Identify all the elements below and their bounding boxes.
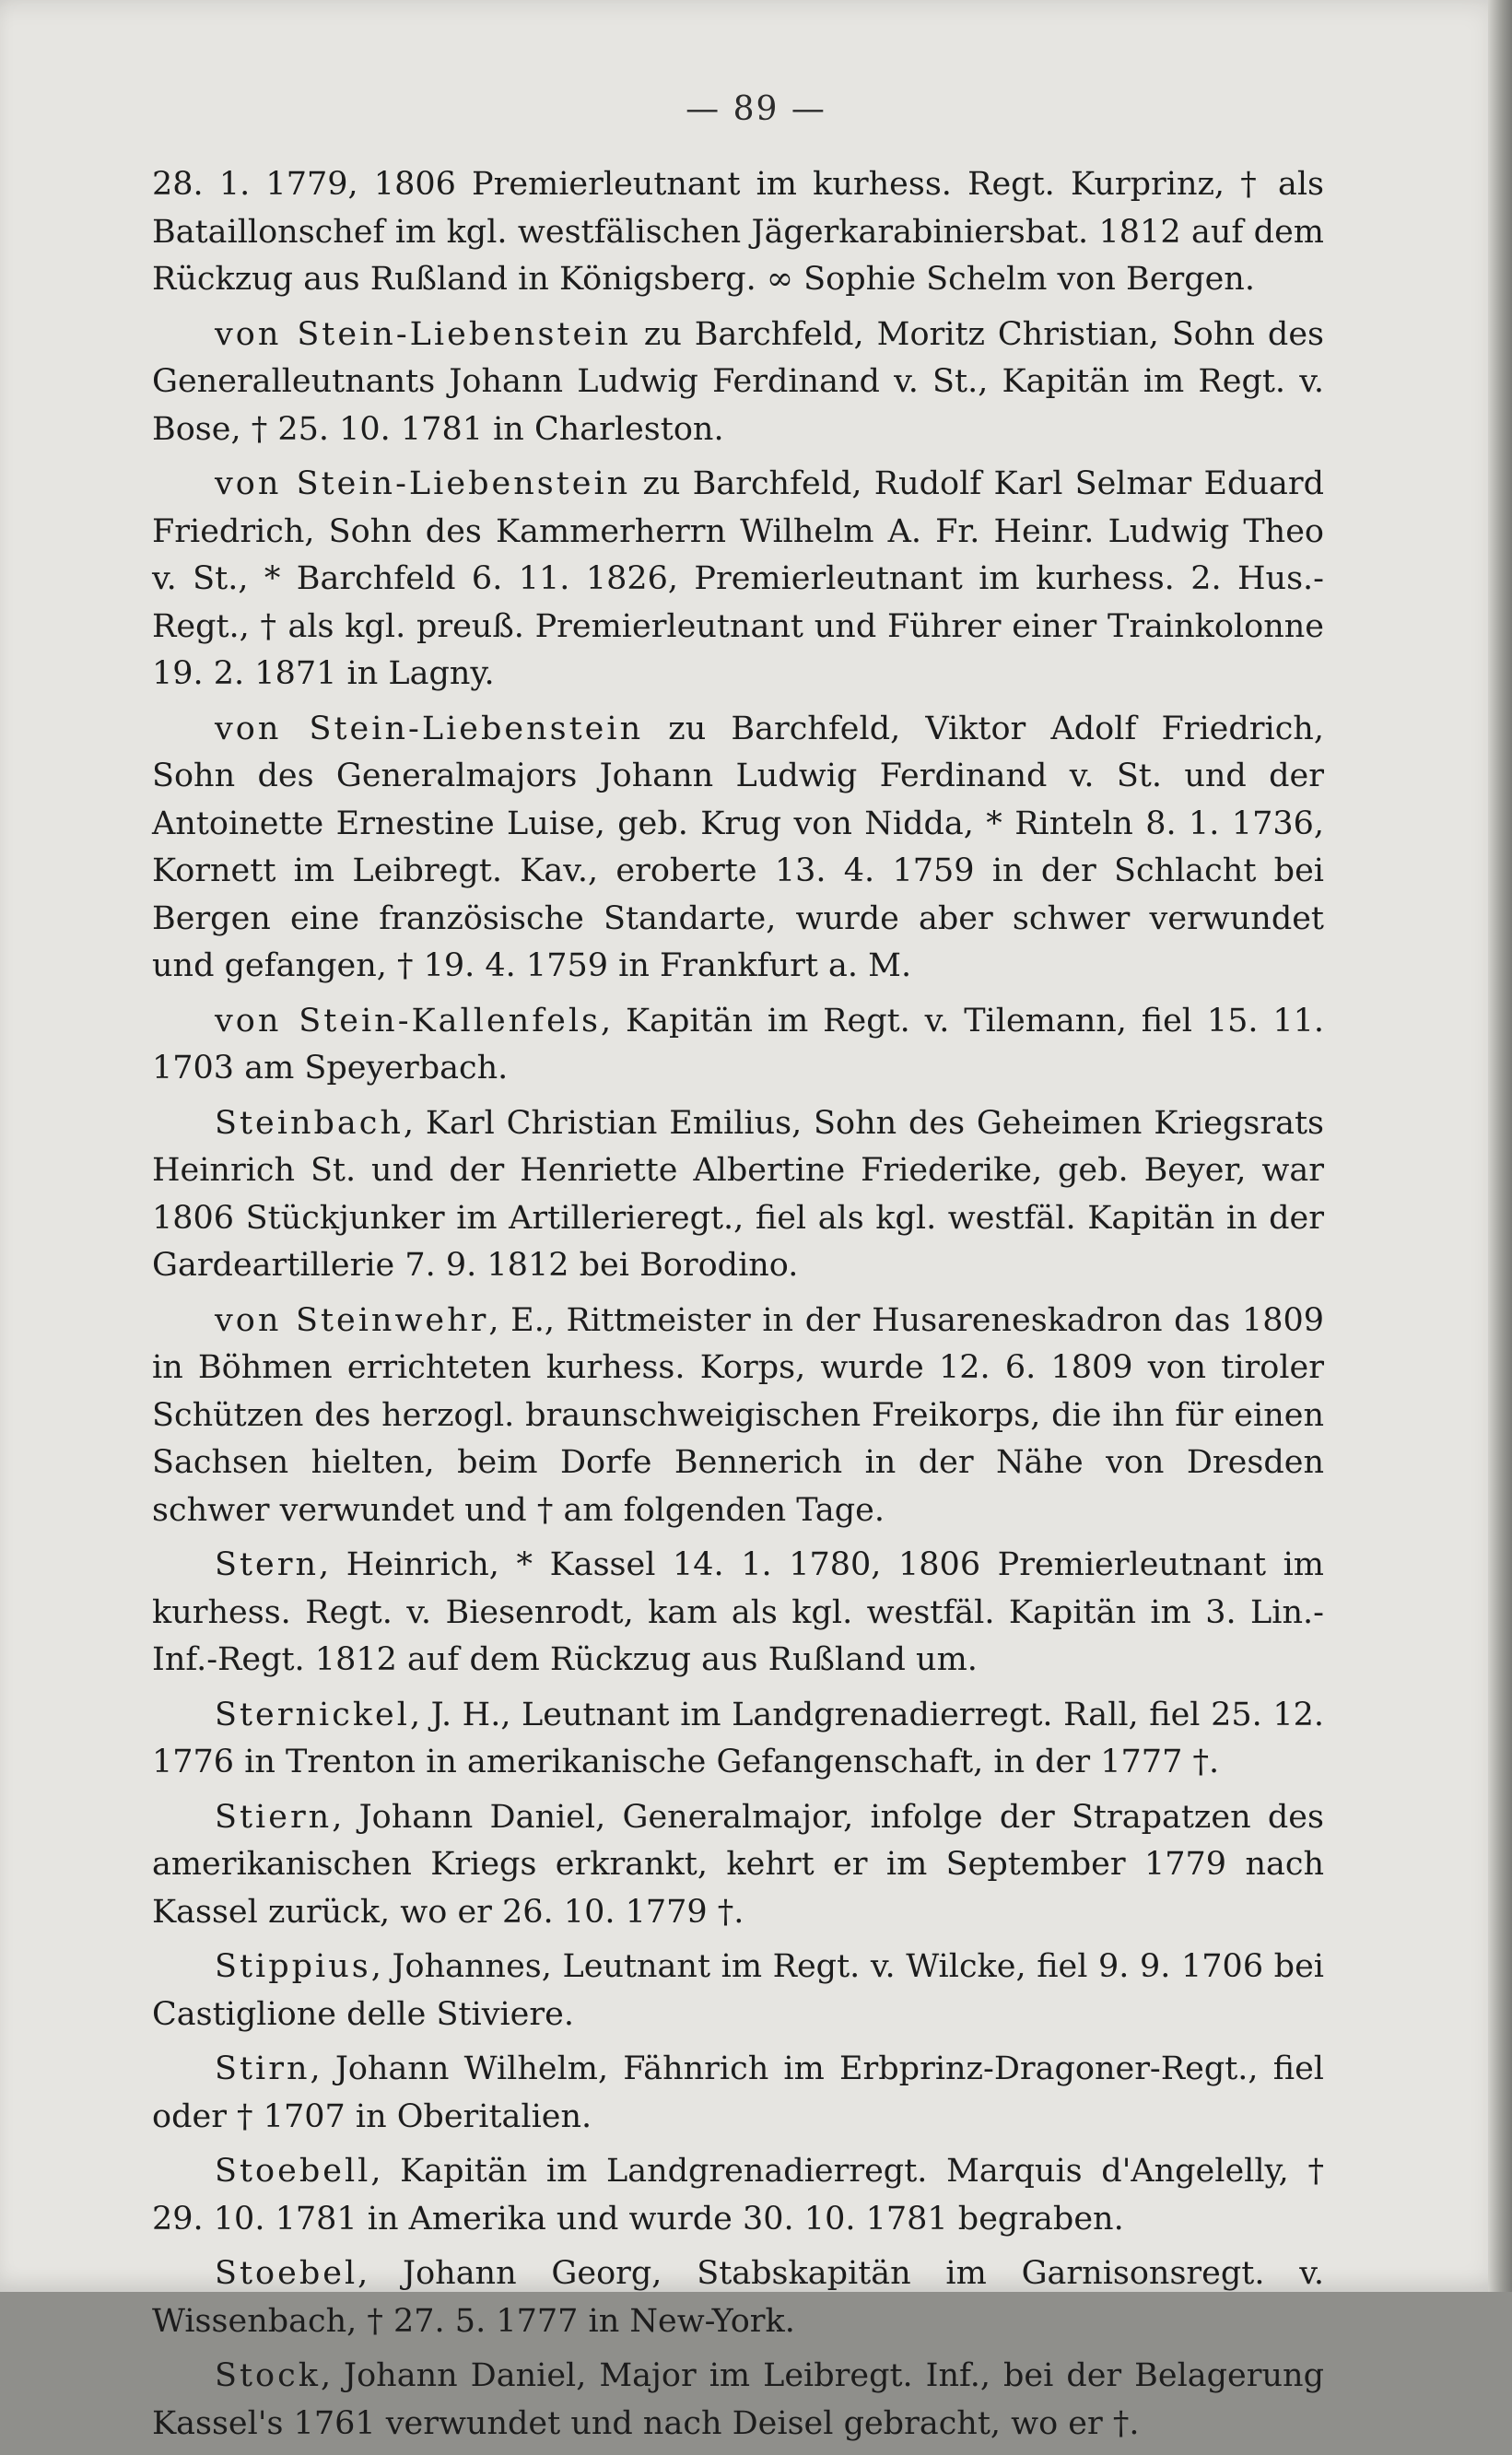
entry-8 <box>152 1542 1324 1685</box>
entry-4-name: von Stein-Liebenstein <box>215 710 644 747</box>
entry-5-name: von Stein-Kallenfels <box>215 1002 602 1040</box>
entry-7 <box>152 1298 1324 1535</box>
entry-14-text: , Johann Georg, Stabskapitän im Garnisonsregt. v. Wissenbach, † 27. 5. 1777 in New-York. <box>152 2255 1324 2340</box>
entry-10-name: Stiern <box>215 1798 333 1836</box>
entry-3-name: von Stein-Liebenstein <box>215 465 631 502</box>
entry-15 <box>152 2353 1324 2448</box>
entry-7-text: , E., Rittmeister in der Husareneskadron das 1809 in Böhmen errichteten kurhess. Korps, wurde 12. 6. 1809 von tiroler Schützen des herzogl. braunschweigischen Freikorps, die ihn für einen Sachsen hielten, beim Dorfe Bennerich in der Nähe von Dresden schwer verwundet und † am folgenden Tage. <box>152 1301 1325 1529</box>
entry-4 <box>152 706 1324 991</box>
entry-12-text: , Johann Wilhelm, Fähnrich im Erbprinz-Dragoner-Regt., fiel oder † 1707 in Oberitalien. <box>152 2050 1324 2135</box>
entry-9 <box>152 1692 1324 1787</box>
entry-15-name: Stock <box>215 2357 321 2394</box>
entry-10-text: , Johann Daniel, Generalmajor, infolge der Strapatzen des amerikanischen Kriegs erkrankt, kehrt er im September 1779 nach Kassel zurück, wo er 26. 10. 1779 †. <box>152 1798 1324 1931</box>
entry-8-text: , Heinrich, * Kassel 14. 1. 1780, 1806 Premierleutnant im kurhess. Regt. v. Biesenrodt, kam als kgl. westfäl. Kapitän im 3. Lin.-Inf.-Regt. 1812 auf dem Rückzug aus Rußland um. <box>152 1546 1324 1678</box>
entry-2 <box>152 311 1324 454</box>
entry-9-name: Sternickel <box>215 1696 410 1733</box>
entry-3-text: zu Barchfeld, Rudolf Karl Selmar Eduard Friedrich, Sohn des Kammerherrn Wilhelm A. Fr. Heinr. Ludwig Theo v. St., * Barchfeld 6. 11. 1826, Premierleutnant im kurhess. 2. Hus.-Regt., † als kgl. preuß. Premierleutnant und Führer einer Trainkolonne 19. 2. 1871 in Lagny. <box>152 465 1324 692</box>
entry-2-name: von Stein-Liebenstein <box>215 315 631 353</box>
entry-list <box>152 161 1324 2455</box>
entry-11 <box>152 1944 1324 2038</box>
entry-1-text: 28. 1. 1779, 1806 Premierleutnant im kurhess. Regt. Kurprinz, † als Bataillonschef im kgl. westfälischen Jägerkarabiniersbat. 1812 auf dem Rückzug aus Rußland in Königsberg. ∞ Sophie Schelm von Bergen. <box>152 166 1324 298</box>
entry-8-name: Stern <box>215 1546 320 1583</box>
entry-10 <box>152 1794 1324 1937</box>
entry-12-name: Stirn <box>215 2050 311 2087</box>
page-number: — 89 — <box>686 90 826 128</box>
entry-7-name: von Steinwehr <box>215 1301 489 1339</box>
entry-2-text: zu Barchfeld, Moritz Christian, Sohn des Generalleutnants Johann Ludwig Ferdinand v. St., Kapitän im Regt. v. Bose, † 25. 10. 1781 in Charleston. <box>152 315 1324 448</box>
entry-9-text: , J. H., Leutnant im Landgrenadierregt. Rall, fiel 25. 12. 1776 in Trenton in amerikanische Gefangenschaft, in der 1777 †. <box>152 1696 1324 1780</box>
entry-3 <box>152 461 1324 699</box>
entry-13 <box>152 2148 1324 2243</box>
entry-13-text: , Kapitän im Landgrenadierregt. Marquis d'Angelelly, † 29. 10. 1781 in Amerika und wurde 30. 10. 1781 begraben. <box>152 2153 1324 2238</box>
entry-6-text: , Karl Christian Emilius, Sohn des Geheimen Kriegsrats Heinrich St. und der Henriette Albertine Friederike, geb. Beyer, war 1806 Stückjunker im Artillerieregt., fiel als kgl. westfäl. Kapitän in der Gardeartillerie 7. 9. 1812 bei Borodino. <box>152 1104 1324 1284</box>
entry-6-name: Steinbach <box>215 1104 404 1142</box>
entry-14-name: Stoebel <box>215 2255 358 2292</box>
entry-5 <box>152 998 1324 1093</box>
entry-11-name: Stippius <box>215 1948 371 1985</box>
entry-1 <box>152 161 1324 304</box>
entry-15-text: , Johann Daniel, Major im Leibregt. Inf., bei der Belagerung Kassel's 1761 verwundet und nach Deisel gebracht, wo er †. <box>152 2357 1324 2442</box>
entry-12 <box>152 2046 1324 2141</box>
entry-11-text: , Johannes, Leutnant im Regt. v. Wilcke, fiel 9. 9. 1706 bei Castiglione delle Stiviere. <box>152 1948 1324 2033</box>
page-edge-shadow <box>1488 0 1512 2292</box>
entry-4-text: zu Barchfeld, Viktor Adolf Friedrich, Sohn des Generalmajors Johann Ludwig Ferdinand v. St. und der Antoinette Ernestine Luise, geb. Krug von Nidda, * Rinteln 8. 1. 1736, Kornett im Leibregt. Kav., eroberte 13. 4. 1759 in der Schlacht bei Bergen eine französische Standarte, wurde aber schwer verwundet und gefangen, † 19. 4. 1759 in Frankfurt a. M. <box>152 710 1324 984</box>
entry-13-name: Stoebell <box>215 2153 371 2190</box>
entry-5-text: , Kapitän im Regt. v. Tilemann, fiel 15. 11. 1703 am Speyerbach. <box>152 1002 1324 1087</box>
entry-14 <box>152 2250 1324 2345</box>
entry-6 <box>152 1100 1324 1290</box>
